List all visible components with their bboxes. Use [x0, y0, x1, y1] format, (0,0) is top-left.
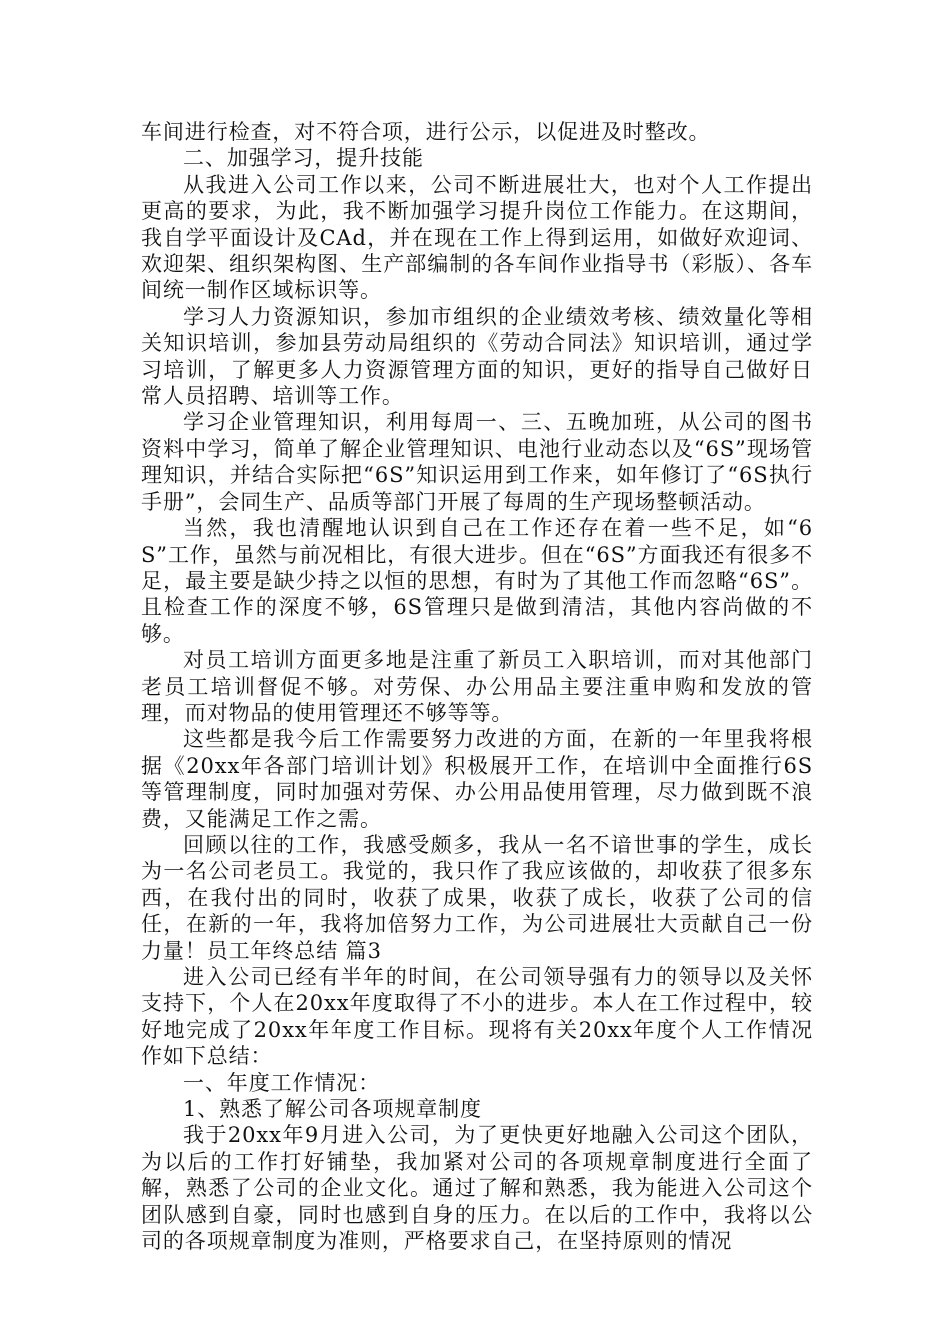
document-body — [141, 119, 813, 1254]
document-paragraph: 进入公司已经有半年的时间，在公司领导强有力的领导以及关怀支持下，个人在20xx年度取得了不小的进步。本人在工作过程中，较好地完成了20xx年年度工作目标。现将有关20xx年度个人工作情况作如下总结： — [141, 965, 813, 1069]
document-paragraph: 1、熟悉了解公司各项规章制度 — [183, 1097, 482, 1122]
document-paragraph: 学习人力资源知识，参加市组织的企业绩效考核、绩效量化等相关知识培训，参加县劳动局组织的《劳动合同法》知识培训，通过学习培训，了解更多人力资源管理方面的知识，更好的指导自己做好日常人员招聘、培训等工作。 — [141, 304, 813, 409]
document-paragraph: 这些都是我今后工作需要努力改进的方面，在新的一年里我将根据《20xx年各部门培训计划》积极展开工作，在培训中全面推行6S等管理制度，同时加强对劳保、办公用品使用管理，尽力做到既不浪费，又能满足工作之需。 — [141, 727, 813, 831]
document-paragraph: 二、加强学习，提升技能 — [183, 146, 424, 171]
document-paragraph: 我于20xx年9月进入公司，为了更快更好地融入公司这个团队，为以后的工作打好铺垫，我加紧对公司的各项规章制度进行全面了解，熟悉了公司的企业文化。通过了解和熟悉，我为能进入公司这个团队感到自豪，同时也感到自身的压力。在以后的工作中，我将以公司的各项规章制度为准则，严格要求自己，在坚持原则的情况 — [141, 1123, 813, 1254]
document-paragraph: 当然，我也清醒地认识到自己在工作还存在着一些不足，如“6S”工作，虽然与前况相比，有很大进步。但在“6S”方面我还有很多不足，最主要是缺少持之以恒的思想，有时为了其他工作而忽略“6S”。且检查工作的深度不够，6S管理只是做到清洁，其他内容尚做的不够。 — [141, 516, 813, 646]
document-paragraph: 对员工培训方面更多地是注重了新员工入职培训，而对其他部门老员工培训督促不够。对劳保、办公用品主要注重申购和发放的管理，而对物品的使用管理还不够等等。 — [141, 648, 813, 725]
document-paragraph: 车间进行检查，对不符合项，进行公示，以促进及时整改。 — [141, 120, 711, 144]
document-paragraph: 回顾以往的工作，我感受颇多，我从一名不谙世事的学生，成长为一名公司老员工。我觉的，我只作了我应该做的，却收获了很多东西，在我付出的同时，收获了成果，收获了成长，收获了公司的信任，在新的一年，我将加倍努力工作，为公司进展壮大贡献自己一份力量！员工年终总结 篇3 — [141, 832, 813, 963]
document-paragraph: 学习企业管理知识，利用每周一、三、五晚加班，从公司的图书资料中学习，简单了解企业管理知识、电池行业动态以及“6S”现场管理知识，并结合实际把“6S”知识运用到工作来，如年修订了“6S执行手册”，会同生产、品质等部门开展了每周的生产现场整顿活动。 — [141, 410, 813, 514]
document-paragraph: 从我进入公司工作以来，公司不断进展壮大，也对个人工作提出更高的要求，为此，我不断加强学习提升岗位工作能力。在这期间，我自学平面设计及CAd，并在现在工作上得到运用，如做好欢迎词、欢迎架、组织架构图、生产部编制的各车间作业指导书（彩版）、各车间统一制作区域标识等。 — [141, 172, 813, 303]
document-paragraph: 一、年度工作情况： — [183, 1070, 381, 1095]
